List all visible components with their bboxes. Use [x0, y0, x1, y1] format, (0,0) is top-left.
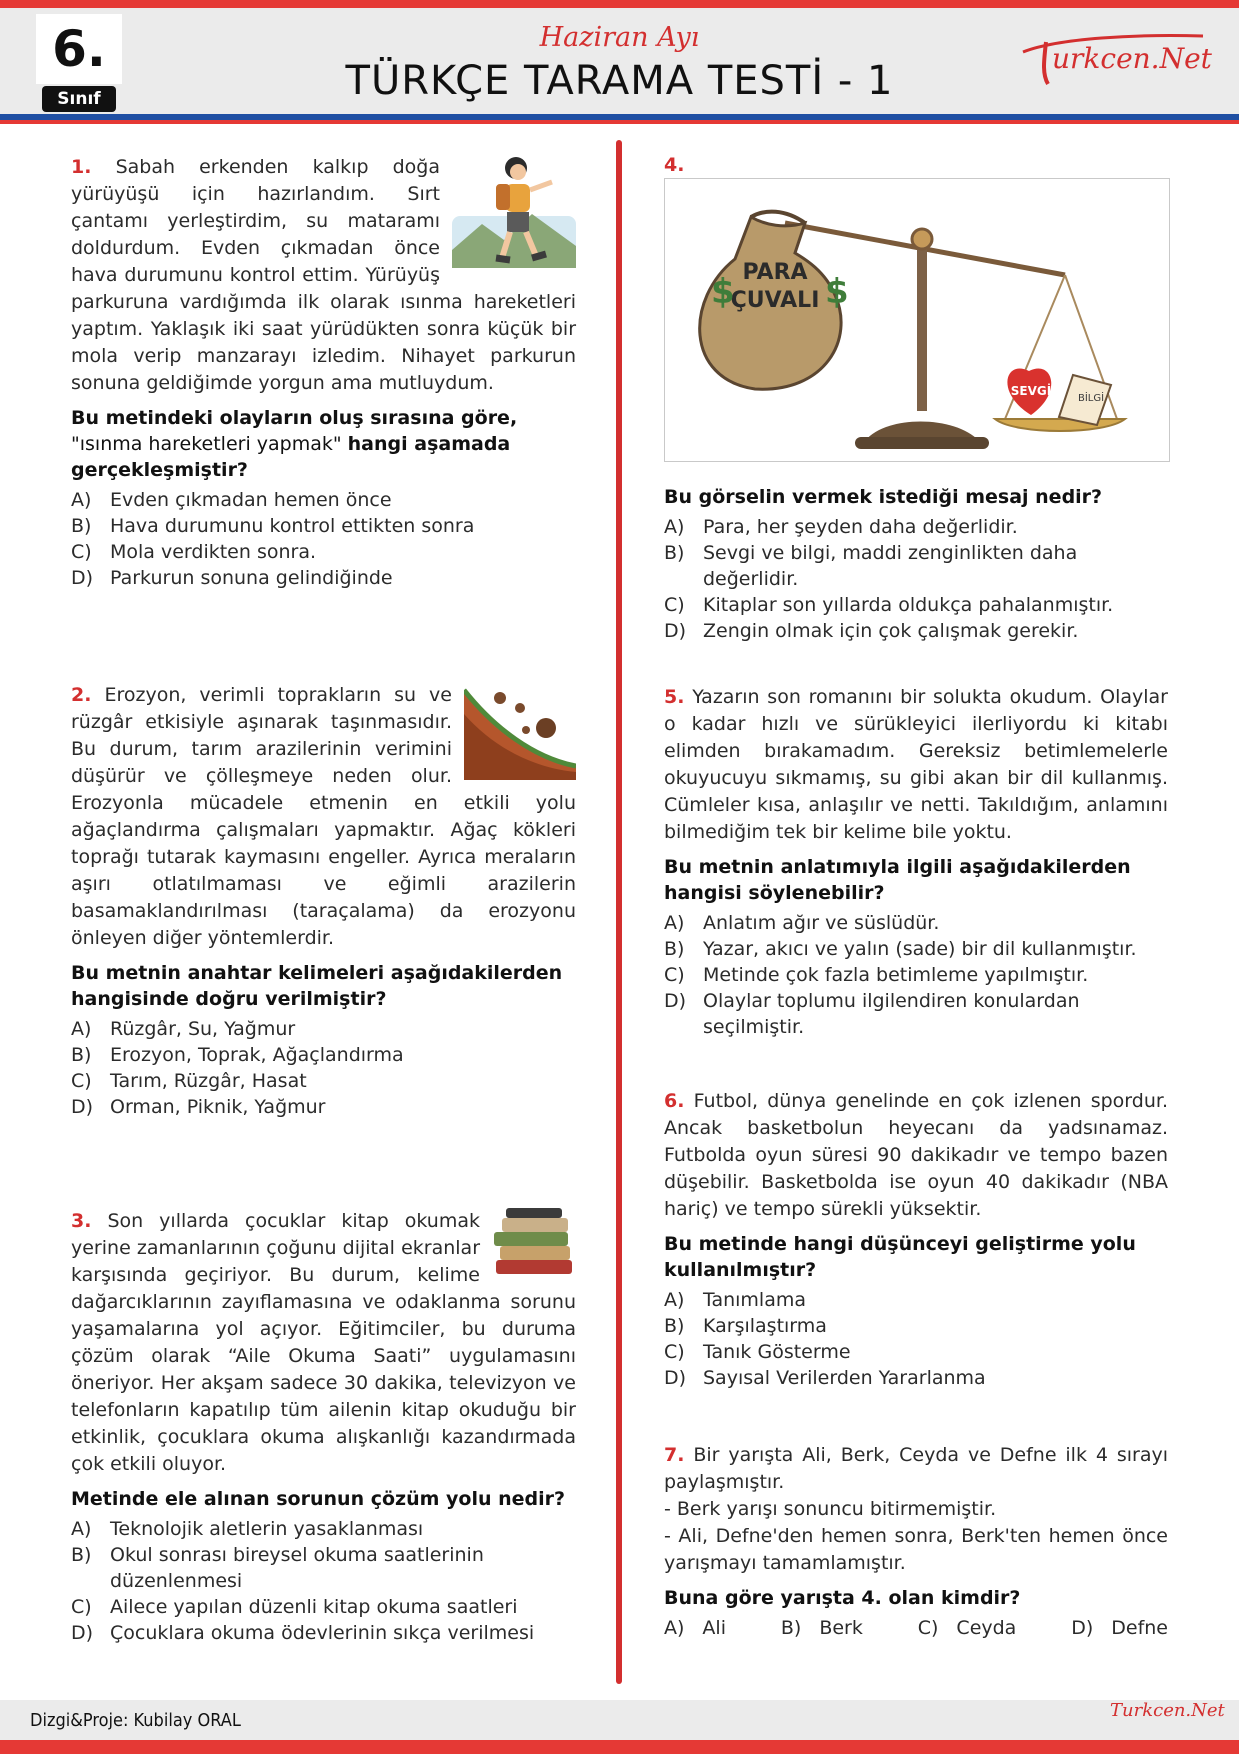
- option-c[interactable]: [71, 1594, 576, 1620]
- option-a[interactable]: [664, 910, 1168, 936]
- question-number: 4.: [664, 154, 685, 176]
- option-key: D): [71, 1096, 94, 1118]
- question-number: 2.: [71, 684, 92, 706]
- option-a[interactable]: [71, 487, 576, 513]
- option-key: D): [1071, 1617, 1094, 1639]
- option-key: D): [71, 567, 94, 589]
- option-c[interactable]: [918, 1615, 1017, 1642]
- footer-logo: Turkcen.Net: [1110, 1700, 1225, 1721]
- scale-illustration: [664, 178, 1170, 462]
- option-c[interactable]: [664, 962, 1168, 988]
- question-7: [664, 1442, 1168, 1642]
- header-red-rule: [0, 120, 1239, 124]
- prompt-part: Bu metindeki olayların oluş sırasına göre,: [71, 407, 518, 429]
- option-a[interactable]: [664, 514, 1168, 540]
- question-text: Futbol, dünya genelinde en çok izlenen spordur. Ancak basketbolun heyecanı da yadsınamaz. Futbolda oyun süresi 90 dakikadır ve tempo bazen düşebilir. Basketbolda ise oyun 40 dakikadır (NBA hariç) ve tempo sürekli yüksektir.: [664, 1090, 1168, 1220]
- grade-number: 6.: [36, 14, 122, 84]
- option-text: Orman, Piknik, Yağmur: [110, 1096, 326, 1118]
- option-b[interactable]: [664, 936, 1168, 962]
- option-key: A): [664, 1617, 685, 1639]
- clue-line: - Ali, Defne'den hemen sonra, Berk'ten hemen önce yarışmayı tamamlamıştır.: [664, 1525, 1168, 1574]
- option-text: Teknolojik aletlerin yasaklanması: [110, 1518, 424, 1540]
- bag-label-2: ÇUVALI: [730, 288, 820, 313]
- question-text: Son yıllarda çocuklar kitap okumak yerine zamanlarının çoğunu dijital ekranlar karşısında geçiriyor. Bu durum, kelime dağarcıklarının zayıflamasına ve odaklanma sorunu yaşamalarına yol açıyor. Eğitimciler, bu duruma çözüm olarak “Aile Okuma Saati” uygulamasını öneriyor. Her akşam sadece 30 dakika, televizyon ve telefonların kapatılıp tüm ailenin kitap okuduğu bir etkinlik, çocuklara okuma alışkanlığı kazandırmada çok etkili oluyor.: [71, 1210, 576, 1475]
- question-number: 1.: [71, 156, 92, 178]
- question-text: Erozyon, verimli toprakların su ve rüzgâr etkisiyle aşınarak taşınmasıdır. Bu durum, tarım arazilerinin verimini düşürür ve çölleşmeye neden olur. Erozyonla mücadele etmenin en etkili yolu ağaçlandırma çalışmaları yapmaktır. Ağaç kökleri toprağı tutarak kaymasını engeller. Ayrıca meraların aşırı otlatılmaması ve eğimli arazilerin basamaklandırılması (taraçalama) da erozyonu önleyen diğer yöntemlerdir.: [71, 684, 576, 949]
- option-b[interactable]: [71, 1042, 576, 1068]
- option-text: Evden çıkmadan hemen önce: [110, 489, 392, 511]
- option-text: Olaylar toplumu ilgilendiren konulardan seçilmiştir.: [703, 990, 1080, 1038]
- question-4: [664, 476, 1168, 644]
- bag-label-1: PARA: [742, 260, 808, 285]
- option-d[interactable]: [664, 1365, 1168, 1391]
- option-b[interactable]: [781, 1615, 863, 1642]
- option-text: Hava durumunu kontrol ettikten sonra: [110, 515, 475, 537]
- option-text: Mola verdikten sonra.: [110, 541, 317, 563]
- option-d[interactable]: [1071, 1615, 1168, 1642]
- option-d[interactable]: [71, 565, 576, 591]
- prompt-quote: "ısınma hareketleri yapmak": [71, 433, 348, 455]
- option-key: D): [71, 1622, 94, 1644]
- option-text: Tanımlama: [703, 1289, 807, 1311]
- option-d[interactable]: [664, 618, 1168, 644]
- question-number: 3.: [71, 1210, 92, 1232]
- dollar-icon: $: [825, 272, 849, 312]
- question-number: 7.: [664, 1444, 685, 1466]
- option-key: A): [664, 1289, 685, 1311]
- option-b[interactable]: [71, 513, 576, 539]
- option-text: Tarım, Rüzgâr, Hasat: [110, 1070, 307, 1092]
- option-text: Tanık Gösterme: [703, 1341, 851, 1363]
- question-6: [664, 1088, 1168, 1391]
- option-key: D): [664, 990, 687, 1012]
- option-b[interactable]: [664, 1313, 1168, 1339]
- option-b[interactable]: [71, 1542, 576, 1594]
- option-key: B): [71, 1044, 92, 1066]
- question-prompt: Bu metnin anahtar kelimeleri aşağıdakilerden hangisinde doğru verilmiştir?: [71, 962, 563, 1010]
- option-key: C): [664, 964, 685, 986]
- option-key: D): [664, 1367, 687, 1389]
- question-prompt: [71, 405, 576, 483]
- option-key: C): [664, 1341, 685, 1363]
- option-a[interactable]: [71, 1016, 576, 1042]
- logo-text: urkcen.Net: [1052, 42, 1212, 75]
- option-key: C): [71, 541, 92, 563]
- heart-label: SEVGİ: [1010, 384, 1052, 398]
- erosion-illustration: [464, 684, 576, 780]
- option-text: Ceyda: [956, 1617, 1017, 1639]
- option-text: Yazar, akıcı ve yalın (sade) bir dil kullanmıştır.: [703, 938, 1137, 960]
- option-key: A): [71, 1518, 92, 1540]
- option-text: Metinde çok fazla betimleme yapılmıştır.: [703, 964, 1089, 986]
- clue-line: - Berk yarışı sonuncu bitirmemiştir.: [664, 1498, 997, 1520]
- option-key: B): [664, 938, 685, 960]
- option-text: Sayısal Verilerden Yararlanma: [703, 1367, 986, 1389]
- option-text: Ali: [702, 1617, 726, 1639]
- question-prompt: Metinde ele alınan sorunun çözüm yolu nedir?: [71, 1488, 566, 1510]
- option-c[interactable]: [71, 539, 576, 565]
- footer-credit: Dizgi&Proje: Kubilay ORAL: [30, 1710, 241, 1731]
- option-text: Berk: [819, 1617, 863, 1639]
- option-text: Parkurun sonuna gelindiğinde: [110, 567, 393, 589]
- option-text: Kitaplar son yıllarda oldukça pahalanmıştır.: [703, 594, 1114, 616]
- option-key: B): [780, 1617, 802, 1639]
- option-text: Okul sonrası bireysel okuma saatlerinin düzenlenmesi: [110, 1544, 484, 1592]
- option-c[interactable]: [71, 1068, 576, 1094]
- footer-red-strip: [0, 1740, 1239, 1754]
- column-divider: [616, 140, 622, 1684]
- page-title: TÜRKÇE TARAMA TESTİ - 1: [345, 58, 894, 104]
- option-text: Karşılaştırma: [703, 1315, 827, 1337]
- question-1: [71, 154, 576, 591]
- option-d[interactable]: [664, 988, 1168, 1040]
- question-text: Bir yarışta Ali, Berk, Ceyda ve Defne ilk 4 sırayı paylaşmıştır.: [664, 1444, 1168, 1493]
- option-c[interactable]: [664, 1339, 1168, 1365]
- option-key: B): [71, 1544, 92, 1566]
- question-text: Yazarın son romanını bir solukta okudum. Olaylar o kadar hızlı ve sürükleyici ilerliyordu ki kitabı elimden bırakamadım. Gereksiz betimlemelerle okuyucuyu sıkmamış, su gibi akan bir dil kullanmış. Cümleler kısa, anlaşılır ve netti. Takıldığım, anlamını bilmediğim tek bir kelime bile yoktu.: [664, 686, 1168, 843]
- option-text: Sevgi ve bilgi, maddi zenginlikten daha değerlidir.: [703, 542, 1078, 590]
- question-prompt: Buna göre yarışta 4. olan kimdir?: [664, 1587, 1021, 1609]
- question-4-number: [664, 152, 724, 179]
- option-key: C): [917, 1617, 939, 1639]
- option-key: A): [71, 1018, 92, 1040]
- option-text: Anlatım ağır ve süslüdür.: [703, 912, 940, 934]
- option-key: D): [664, 620, 687, 642]
- option-c[interactable]: [664, 592, 1168, 618]
- brand-logo: [1018, 30, 1212, 90]
- answer-options: [664, 1615, 1168, 1642]
- dollar-icon: $: [711, 272, 735, 312]
- option-a[interactable]: [71, 1516, 576, 1542]
- question-number: 5.: [664, 686, 685, 708]
- option-key: B): [664, 542, 685, 564]
- option-d[interactable]: [71, 1094, 576, 1120]
- option-key: B): [71, 515, 92, 537]
- option-key: A): [664, 912, 685, 934]
- top-red-strip: [0, 0, 1239, 8]
- month-label: Haziran Ayı: [539, 22, 700, 53]
- option-key: A): [664, 516, 685, 538]
- option-key: B): [664, 1315, 685, 1337]
- question-prompt: Bu metnin anlatımıyla ilgili aşağıdakilerden hangisi söylenebilir?: [664, 856, 1131, 904]
- question-text: Sabah erkenden kalkıp doğa yürüyüşü için hazırlandım. Sırt çantamı yerleştirdim, su mataramı doldurdum. Evden çıkmadan önce hava durumunu kontrol ettim. Yürüyüş parkuruna vardığımda ilk olarak ısınma hareketleri yaptım. Yaklaşık iki saat yürüdükten sonra küçük bir mola verip manzarayı izledim. Nihayet parkurun sonuna geldiğimde yorgun ama mutluydum.: [71, 156, 576, 394]
- grade-label: Sınıf: [42, 86, 116, 112]
- option-text: Çocuklara okuma ödevlerinin sıkça verilmesi: [110, 1622, 535, 1644]
- option-d[interactable]: [71, 1620, 576, 1646]
- option-text: Ailece yapılan düzenli kitap okuma saatleri: [110, 1596, 518, 1618]
- option-text: Para, her şeyden daha değerlidir.: [703, 516, 1018, 538]
- book-label: BİLGİ: [1077, 393, 1105, 404]
- option-text: Erozyon, Toprak, Ağaçlandırma: [110, 1044, 404, 1066]
- option-key: C): [71, 1070, 92, 1092]
- option-a[interactable]: [664, 1287, 1168, 1313]
- hiker-illustration: [452, 154, 576, 272]
- question-3: [71, 1208, 576, 1646]
- question-5: [664, 684, 1168, 1040]
- question-number: 6.: [664, 1090, 685, 1112]
- question-2: [71, 682, 576, 1120]
- option-text: Zengin olmak için çok çalışmak gerekir.: [703, 620, 1079, 642]
- question-prompt: Bu metinde hangi düşünceyi geliştirme yolu kullanılmıştır?: [664, 1233, 1136, 1281]
- option-key: A): [71, 489, 92, 511]
- option-key: C): [664, 594, 685, 616]
- option-text: Rüzgâr, Su, Yağmur: [110, 1018, 296, 1040]
- option-a[interactable]: [664, 1615, 726, 1642]
- prompt-part: hangi aşamada gerçekleşmiştir?: [71, 433, 511, 481]
- option-key: C): [71, 1596, 92, 1618]
- question-prompt: Bu görselin vermek istediği mesaj nedir?: [664, 486, 1103, 508]
- option-b[interactable]: [664, 540, 1168, 592]
- option-text: Defne: [1111, 1617, 1168, 1639]
- books-icon: [492, 1208, 576, 1278]
